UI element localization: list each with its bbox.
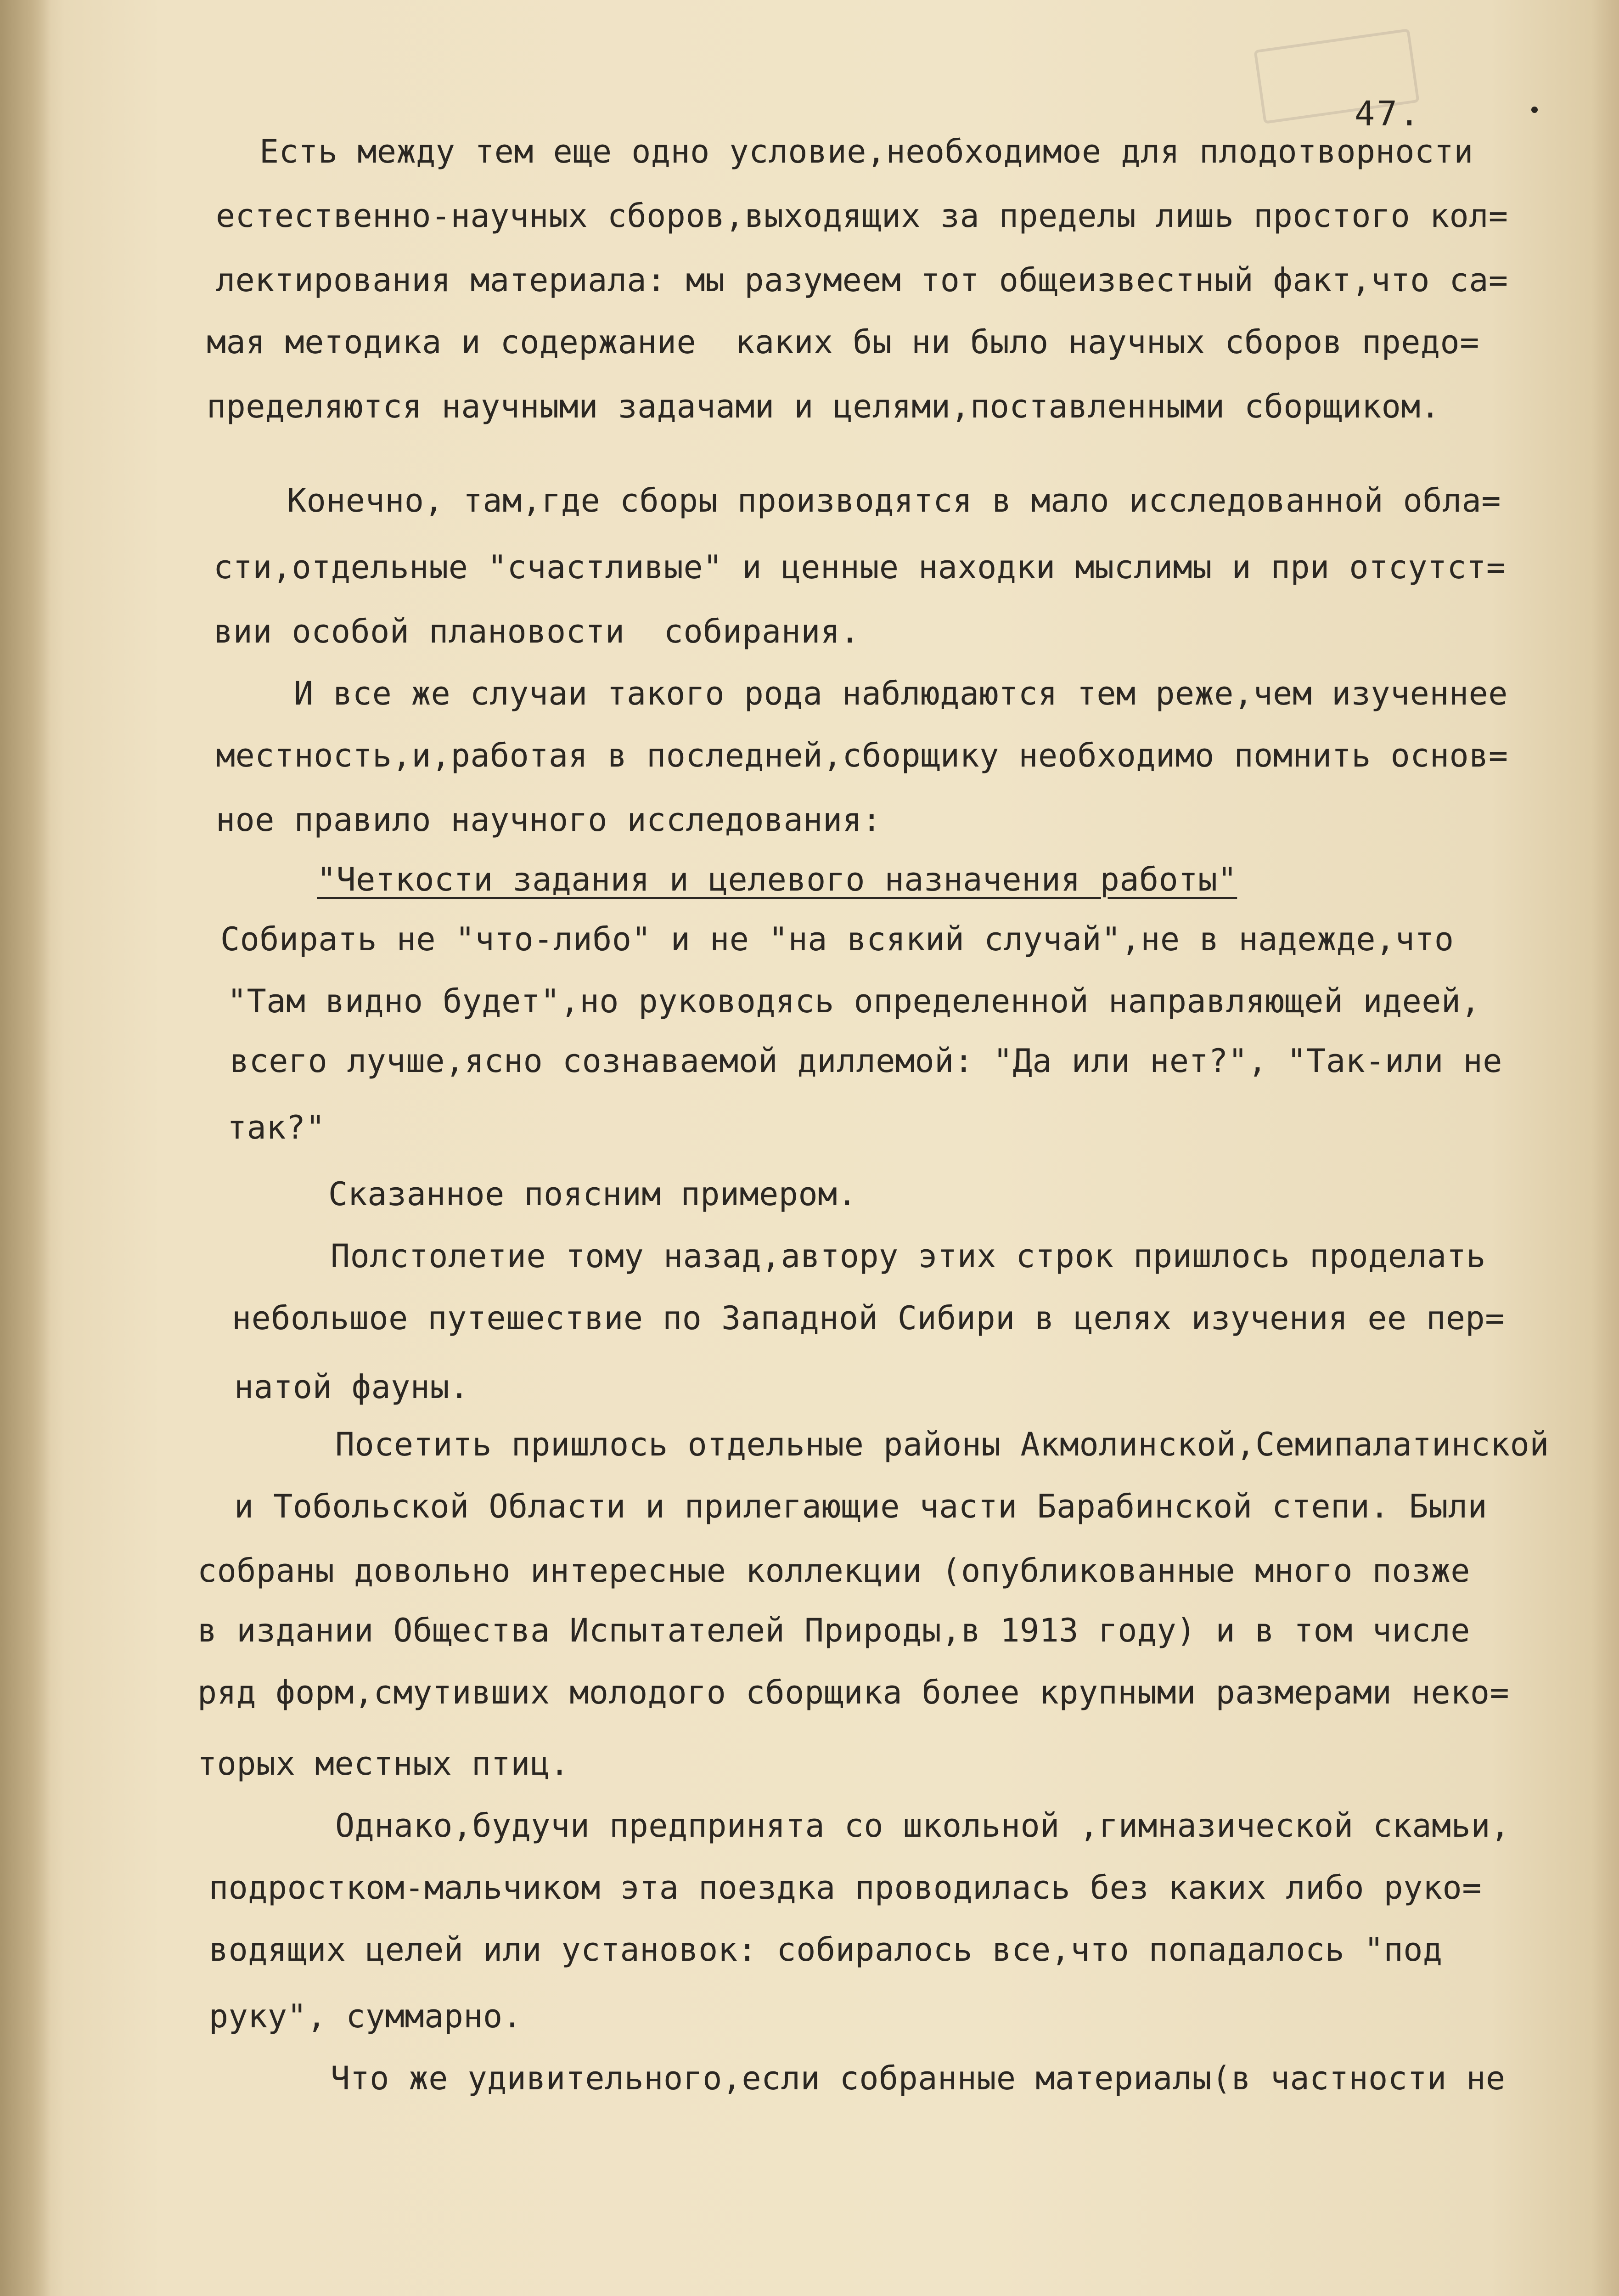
text-line: собраны довольно интересные коллекции (опубликованные много позже [197,1552,1470,1590]
text-line: Есть между тем еще одно условие,необходимое для плодотворности [259,133,1473,170]
text-line: вии особой плановости собирания. [214,613,860,650]
text-line: водящих целей или установок: собиралось все,что попадалось "под [209,1931,1443,1969]
page-right-edge [1591,0,1619,2296]
text-line: руку", суммарно. [209,1997,523,2035]
text-line: Что же удивительного,если собранные материалы(в частности не [331,2059,1506,2097]
text-line: натой фауны. [234,1368,469,1406]
text-line: ряд форм,смутивших молодого сборщика более крупными размерами неко= [197,1674,1510,1711]
text-line: Посетить пришлось отдельные районы Акмолинской,Семипалатинской [335,1426,1549,1463]
text-line: Собирать не "что-либо" и не "на всякий случай",не в надежде,что [220,920,1454,958]
text-line: подростком-мальчиком эта поездка проводилась без каких либо руко= [209,1869,1482,1907]
text-line: Полстолетие тому назад,автору этих строк пришлось проделать [331,1237,1486,1275]
text-line: местность,и,работая в последней,сборщику необходимо помнить основ= [216,737,1508,774]
text-line: небольшое путешествие по Западной Сибири в целях изучения ее пер= [232,1299,1505,1337]
text-line: Сказанное поясним примером. [328,1175,857,1213]
text-line: ное правило научного исследования: [216,801,882,839]
text-line: так?" [227,1109,326,1146]
text-line: и Тобольской Области и прилегающие части Барабинской степи. Были [234,1488,1488,1525]
text-line: Конечно, там,где сборы производятся в мало исследованной обла= [287,482,1501,519]
text-line: И все же случаи такого рода наблюдаются тем реже,чем изученнее [294,675,1508,712]
emphasized-heading: "Четкости задания и целевого назначения работы" [317,861,1237,898]
text-line: мая методика и содержание каких бы ни было научных сборов предо= [207,323,1479,361]
text-line: естественно-научных сборов,выходящих за пределы лишь простого кол= [216,197,1508,235]
text-line: лектирования материала: мы разумеем тот общеизвестный факт,что са= [216,261,1508,299]
ink-dot [1531,107,1538,113]
text-line: Однако,будучи предпринята со школьной ,гимназической скамьи, [335,1807,1510,1845]
text-line: всего лучше,ясно сознаваемой диллемой: "Да или нет?", "Так-или не [230,1042,1502,1080]
text-line: сти,отдельные "счастливые" и ценные находки мыслимы и при отсутст= [214,548,1506,586]
text-line: торых местных птиц. [197,1745,570,1783]
text-line: пределяются научными задачами и целями,поставленными сборщиком. [207,388,1440,425]
page-number: 47. [1355,94,1422,134]
text-line: в издании Общества Испытателей Природы,в 1913 году) и в том числе [197,1612,1470,1649]
text-line: "Там видно будет",но руководясь определенной направляющей идеей, [227,982,1481,1020]
page-binding-edge [0,0,51,2296]
